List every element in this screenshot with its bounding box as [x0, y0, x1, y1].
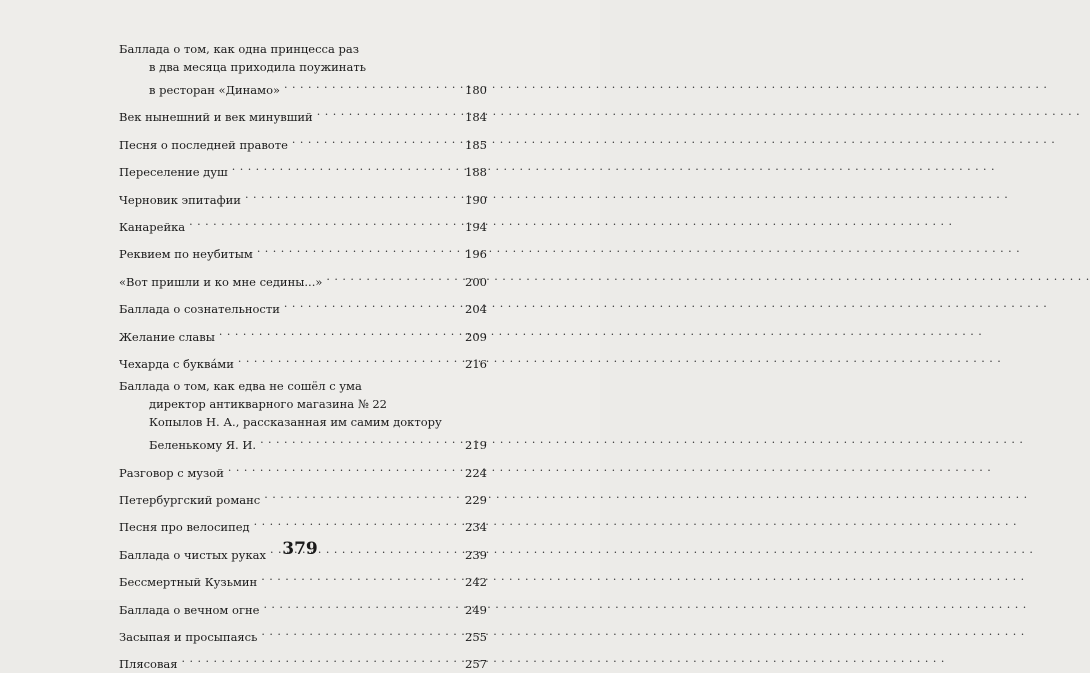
toc-entry-title-line: Баллада о том, как едва не сошёл с ума: [119, 379, 362, 394]
dot-leader: [254, 513, 461, 531]
toc-entry: [119, 596, 487, 619]
toc-entry-last-line: [119, 350, 487, 373]
toc-entry-title: Желание славы: [119, 329, 215, 344]
toc-entry-last-line: [119, 295, 487, 318]
toc-entry: [119, 240, 487, 263]
toc-entry-page-number: 249: [465, 602, 487, 617]
toc-entry-page-number: 234: [465, 520, 487, 535]
toc-entry-title: Переселение душ: [119, 165, 228, 180]
toc-entry-last-line: [119, 486, 487, 509]
toc-entry-title: Баллада о сознательности: [119, 302, 280, 317]
toc-entry: [119, 131, 487, 154]
page-number: 379: [282, 539, 318, 559]
toc-entry-title-line: Копылов Н. А., рассказанная им самим доктору: [149, 415, 442, 430]
toc-entry-last-line: [119, 240, 487, 263]
toc-entry-last-line: [119, 650, 487, 673]
toc-entry-last-line: [119, 268, 487, 291]
dot-leader: [182, 650, 462, 668]
toc-entry: [119, 186, 487, 209]
toc-entry-title: Баллада о вечном огне: [119, 602, 260, 617]
toc-entry: [119, 213, 487, 236]
toc-entry-title: Песня про велосипед: [119, 520, 250, 535]
dot-leader: [189, 213, 461, 231]
toc-entry: [119, 377, 487, 454]
dot-leader: [263, 596, 461, 614]
toc-entry-page-number: 255: [465, 630, 487, 645]
toc-entry-page-number: 194: [465, 219, 487, 234]
toc-entry-title: Бессмертный Кузьмин: [119, 575, 258, 590]
toc-entry-last-line: [119, 323, 487, 346]
dot-leader: [261, 568, 461, 586]
toc-entry: [119, 486, 487, 509]
toc-entry-title: Беленькому Я. И.: [149, 438, 257, 453]
toc-entry-title: Плясовая: [119, 657, 178, 672]
dot-leader: [257, 240, 461, 258]
toc-entry-page-number: 185: [465, 137, 487, 152]
toc-entry-title-line: Баллада о том, как одна принцесса раз: [119, 42, 359, 56]
toc-entry-title: Петербургский романс: [119, 493, 261, 508]
dot-leader: [326, 268, 461, 286]
toc-entry-page-number: 257: [465, 657, 487, 672]
toc-entry-page-number: 239: [465, 547, 487, 562]
toc-entry-title: «Вот пришли и ко мне седины...»: [119, 274, 323, 289]
toc-entry-title: Засыпая и просыпаясь: [119, 630, 258, 645]
table-of-contents: [119, 40, 487, 673]
toc-entry-page-number: 216: [465, 356, 487, 371]
dot-leader: [232, 158, 461, 176]
toc-entry-page-number: 224: [465, 465, 487, 480]
toc-entry-page-number: 184: [465, 110, 487, 125]
toc-entry-last-line: [119, 76, 487, 99]
toc-entry-page-number: 196: [465, 247, 487, 262]
toc-entry-page-number: 204: [465, 302, 487, 317]
toc-entry-title-line: в два месяца приходила поужинать: [149, 60, 366, 74]
toc-entry-last-line: [119, 186, 487, 209]
toc-entry-page-number: 219: [465, 438, 487, 453]
toc-entry-last-line: [119, 596, 487, 619]
toc-entry-title: в ресторан «Динамо»: [149, 83, 281, 97]
toc-entry: [119, 295, 487, 318]
toc-entry-last-line: [119, 213, 487, 236]
toc-entry-last-line: [119, 158, 487, 181]
toc-entry-last-line: [119, 103, 487, 126]
toc-entry-title: Реквием по неубитым: [119, 247, 253, 262]
dot-leader: [245, 186, 461, 204]
toc-entry-last-line: [119, 513, 487, 536]
toc-entry-title: Канарейка: [119, 219, 186, 234]
toc-entry-title: Век нынешний и век минувший: [119, 110, 313, 125]
toc-entry: [119, 650, 487, 673]
toc-entry: [119, 350, 487, 373]
dot-leader: [264, 486, 461, 504]
toc-entry-last-line: [119, 459, 487, 482]
toc-entry-title: Разговор с музой: [119, 465, 224, 480]
toc-entry-title: Черновик эпитафии: [119, 192, 241, 207]
toc-entry: [119, 40, 487, 99]
toc-entry-page-number: 180: [465, 83, 487, 97]
dot-leader: [219, 323, 461, 341]
toc-entry-last-line: [119, 623, 487, 646]
dot-leader: [292, 131, 461, 149]
dot-leader: [284, 295, 461, 313]
toc-entry-page-number: 200: [465, 274, 487, 289]
toc-entry-last-line: [119, 431, 487, 454]
toc-entry: [119, 158, 487, 181]
toc-entry-page-number: 188: [465, 165, 487, 180]
toc-entry-title: Баллада о чистых руках: [119, 547, 266, 562]
toc-entry: [119, 513, 487, 536]
toc-entry-page-number: 242: [465, 575, 487, 590]
toc-entry-last-line: [119, 568, 487, 591]
toc-entry: [119, 268, 487, 291]
toc-entry-title: Песня о последней правоте: [119, 137, 288, 152]
dot-leader: [260, 431, 461, 449]
toc-entry-page-number: 190: [465, 192, 487, 207]
dot-leader: [317, 103, 461, 121]
dot-leader: [261, 623, 461, 641]
toc-entry-last-line: [119, 131, 487, 154]
toc-entry-page-number: 209: [465, 329, 487, 344]
toc-entry-page-number: 229: [465, 493, 487, 508]
dot-leader: [238, 350, 461, 368]
dot-leader: [228, 459, 461, 477]
toc-entry-title: Чехарда с буквáми: [119, 356, 234, 371]
toc-entry-title-line: директор антикварного магазина № 22: [149, 397, 387, 412]
toc-entry: [119, 323, 487, 346]
toc-entry: [119, 103, 487, 126]
toc-entry: [119, 623, 487, 646]
toc-entry: [119, 459, 487, 482]
dot-leader: [284, 76, 461, 94]
toc-entry: [119, 568, 487, 591]
